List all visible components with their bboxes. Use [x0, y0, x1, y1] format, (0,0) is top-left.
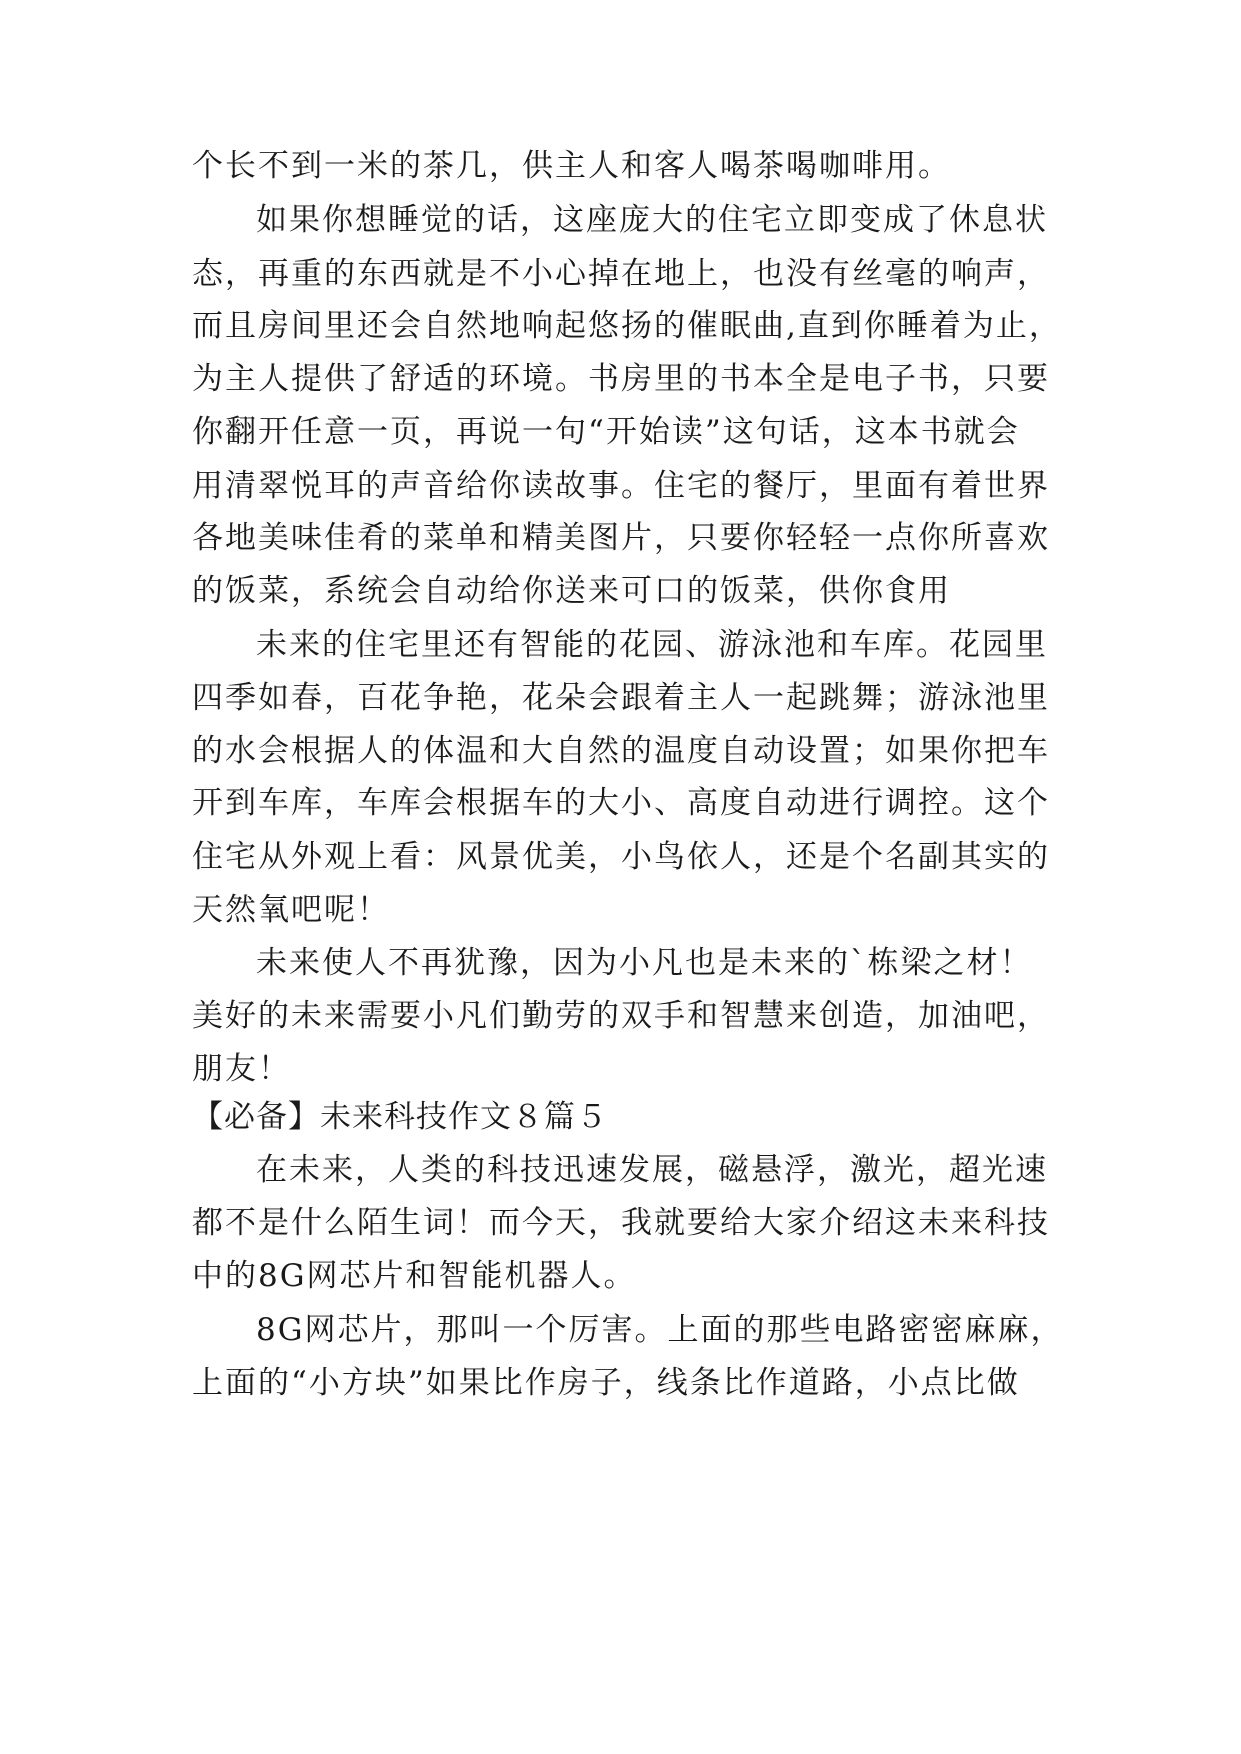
paragraph-line: 未来使人不再犹豫，因为小凡也是未来的`栋梁之材！: [256, 945, 1033, 981]
paragraph-line: 天然氧吧呢！: [192, 892, 390, 928]
paragraph-line: 用清翠悦耳的声音给你读故事。住宅的餐厅，里面有着世界: [192, 468, 1050, 504]
paragraph-line: 未来的住宅里还有智能的花园、游泳池和车库。花园里: [256, 627, 1048, 663]
section-heading: 【必备】未来科技作文８篇５: [192, 1099, 608, 1135]
paragraph-line: 你翻开任意一页，再说一句“开始读”这句话，这本书就会: [192, 414, 1020, 450]
paragraph-line: 美好的未来需要小凡们勤劳的双手和智慧来创造，加油吧，: [192, 998, 1050, 1034]
paragraph-line: 都不是什么陌生词！而今天，我就要给大家介绍这未来科技: [192, 1205, 1050, 1241]
paragraph-line: 朋友！: [192, 1051, 291, 1087]
paragraph-line: 各地美味佳肴的菜单和精美图片，只要你轻轻一点你所喜欢: [192, 520, 1050, 556]
paragraph-line: 为主人提供了舒适的环境。书房里的书本全是电子书，只要: [192, 361, 1050, 397]
paragraph-line: 在未来，人类的科技迅速发展，磁悬浮，激光，超光速: [256, 1152, 1048, 1188]
paragraph-line: 中的8G网芯片和智能机器人。: [192, 1258, 637, 1294]
paragraph-line: 开到车库，车库会根据车的大小、高度自动进行调控。这个: [192, 785, 1050, 821]
paragraph-line: 如果你想睡觉的话，这座庞大的住宅立即变成了休息状: [256, 202, 1048, 238]
paragraph-line: 态，再重的东西就是不小心掉在地上，也没有丝毫的响声，: [192, 256, 1050, 292]
paragraph-line: 上面的“小方块”如果比作房子，线条比作道路，小点比做: [192, 1365, 1020, 1401]
paragraph-line: 的水会根据人的体温和大自然的温度自动设置；如果你把车: [192, 733, 1050, 769]
paragraph-line: 8G网芯片，那叫一个厉害。上面的那些电路密密麻麻，: [256, 1312, 1064, 1348]
paragraph-line: 个长不到一米的茶几，供主人和客人喝茶喝咖啡用。: [192, 148, 951, 184]
paragraph-line: 而且房间里还会自然地响起悠扬的催眠曲,直到你睡着为止，: [192, 308, 1062, 344]
paragraph-line: 四季如春，百花争艳，花朵会跟着主人一起跳舞；游泳池里: [192, 680, 1050, 716]
paragraph-line: 住宅从外观上看：风景优美，小鸟依人，还是个名副其实的: [192, 839, 1050, 875]
paragraph-line: 的饭菜，系统会自动给你送来可口的饭菜，供你食用: [192, 573, 951, 609]
